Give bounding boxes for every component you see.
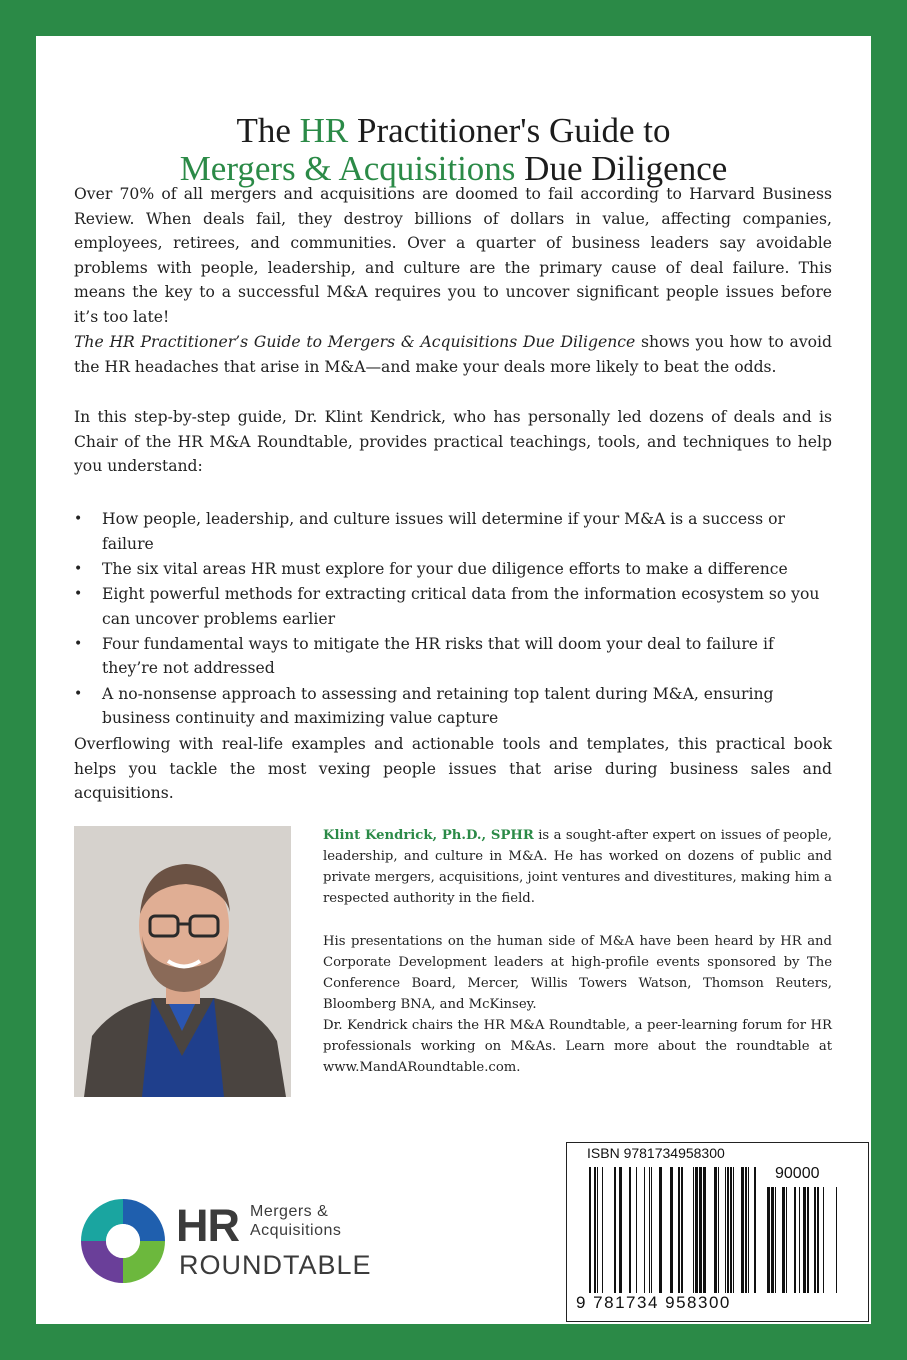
barcode-bar xyxy=(670,1167,673,1293)
barcode-bar xyxy=(775,1187,776,1293)
barcode-bar xyxy=(807,1187,809,1293)
bullet-icon: • xyxy=(74,511,83,527)
barcode-bar xyxy=(794,1187,796,1293)
barcode-bar xyxy=(614,1167,616,1293)
barcode-bar xyxy=(636,1167,637,1293)
barcode-bar xyxy=(767,1187,770,1293)
title-ma-words: Mergers & Acquisitions xyxy=(179,149,516,188)
logo-ring-icon xyxy=(78,1196,168,1286)
barcode-bar xyxy=(619,1167,622,1293)
bullet-icon: • xyxy=(74,560,83,577)
barcode-bar xyxy=(594,1167,596,1293)
isbn-barcode xyxy=(566,1142,869,1322)
author-bio-paragraph-2: His presentations on the human side of M&A have been heard by HR and Corporate Development leaders at high-profile events sponsored by The Conference Board, Mercer, Willis Towers Watson, Thomson Reuters, Bloomberg BNA, and McKinsey. xyxy=(323,934,832,1012)
barcode-bar xyxy=(727,1167,729,1293)
barcode-bar xyxy=(733,1167,734,1293)
bullet-icon: • xyxy=(74,685,83,702)
closing-paragraph: Overflowing with real-life examples and actionable tools and templates, this practical book helps you tackle the most vexing people issues that arise during business sales and acquisitions. xyxy=(74,735,832,802)
logo-ma-text: Mergers & Acquisitions xyxy=(250,1203,342,1239)
barcode-bar xyxy=(771,1187,774,1293)
barcode-bar xyxy=(754,1167,756,1293)
barcode-bar xyxy=(741,1167,744,1293)
guide-intro-paragraph: In this step-by-step guide, Dr. Klint Kendrick, who has personally led dozens of deals and is Chair of the HR M&A Roundtable, provides practical teachings, tools, and techniques to help you understand: xyxy=(74,408,832,475)
barcode-bar xyxy=(695,1167,698,1293)
barcode-bar xyxy=(814,1187,816,1293)
barcode-bar xyxy=(659,1167,662,1293)
benefits-list xyxy=(74,507,832,731)
barcode-bar xyxy=(745,1167,747,1293)
list-item: • Four fundamental ways to mitigate the HR risks that will doom your deal to failure if they’re not addressed xyxy=(74,632,832,681)
back-cover xyxy=(36,36,871,1324)
barcode-bar xyxy=(651,1167,652,1293)
barcode-addon-number: 90000 xyxy=(775,1165,820,1182)
title-hr-word: HR xyxy=(299,111,349,150)
logo-roundtable-text: ROUNDTABLE xyxy=(179,1250,372,1280)
list-item: • Eight powerful methods for extracting critical data from the information ecosystem so you can uncover problems earlier xyxy=(74,582,832,631)
barcode-bar xyxy=(693,1167,694,1293)
list-item: • How people, leadership, and culture issues will determine if your M&A is a success or failure xyxy=(74,507,832,556)
author-portrait-image xyxy=(74,826,291,1097)
barcode-bar xyxy=(725,1167,726,1293)
barcode-bar xyxy=(714,1167,717,1293)
author-photo xyxy=(74,826,291,1097)
book-title-italic: The HR Practitioner’s Guide to Mergers & Acquisitions Due Diligence xyxy=(74,333,636,351)
barcode-bar xyxy=(782,1187,785,1293)
author-name: Klint Kendrick, Ph.D., SPHR xyxy=(323,828,534,843)
author-bio-paragraph-3: Dr. Kendrick chairs the HR M&A Roundtable, a peer-learning forum for HR professionals working on M&As. Learn more about the roundtable at www.MandARoundtable.com. xyxy=(323,1018,832,1075)
title-line-1: The HR Practitioner's Guide to xyxy=(236,111,671,150)
barcode-bar xyxy=(703,1167,706,1293)
barcode-bar xyxy=(629,1167,631,1293)
barcode-bar xyxy=(748,1167,749,1293)
barcode-bar xyxy=(836,1187,837,1293)
author-bio-paragraph-1: Klint Kendrick, Ph.D., SPHR is a sought-after expert on issues of people, leadership, and culture in M&A. He has worked on dozens of public and private mergers, acquisitions, joint ventures and divestitures, making him a respected authority in the field. xyxy=(323,828,832,906)
barcode-bar xyxy=(718,1167,719,1293)
barcode-bar xyxy=(597,1167,598,1293)
bullet-icon: • xyxy=(74,635,83,652)
barcode-bar xyxy=(786,1187,787,1293)
barcode-bar xyxy=(817,1187,819,1293)
barcode-bar xyxy=(589,1167,591,1293)
isbn-label: ISBN 9781734958300 xyxy=(587,1145,725,1161)
barcode-bar xyxy=(602,1167,603,1293)
barcode-bar xyxy=(699,1167,702,1293)
book-summary-paragraph: The HR Practitioner’s Guide to Mergers & Acquisitions Due Diligence shows you how to avoid the HR headaches that arise in M&A—and make your deals more likely to beat the odds. xyxy=(74,333,832,376)
barcode-bar xyxy=(823,1187,824,1293)
barcode-bar xyxy=(644,1167,645,1293)
list-item: • A no-nonsense approach to assessing and retaining top talent during M&A, ensuring business continuity and maximizing value capture xyxy=(74,682,832,731)
barcode-bars-main xyxy=(589,1167,759,1293)
barcode-bar xyxy=(681,1167,683,1293)
barcode-bar xyxy=(649,1167,650,1293)
barcode-bars-addon xyxy=(767,1187,837,1293)
barcode-bar xyxy=(730,1167,732,1293)
intro-paragraph: Over 70% of all mergers and acquisitions are doomed to fail according to Harvard Business Review. When deals fail, they destroy billions of dollars in value, affecting companies, employees, retirees, and communities. Over a quarter of business leaders say avoidable problems with people, leadership, and culture are the primary cause of deal failure. This means the key to a successful M&A requires you to uncover significant people issues before it’s too late! xyxy=(74,185,832,326)
bullet-icon: • xyxy=(74,586,83,603)
roundtable-logo xyxy=(78,1196,378,1286)
list-item: • The six vital areas HR must explore for your due diligence efforts to make a difference xyxy=(74,557,832,582)
barcode-bar xyxy=(678,1167,680,1293)
barcode-bar xyxy=(803,1187,806,1293)
title-line-2: Mergers & Acquisitions Due Diligence xyxy=(179,149,728,188)
book-title xyxy=(36,112,871,188)
logo-hr-text: HR xyxy=(176,1200,239,1251)
barcode-bar xyxy=(799,1187,800,1293)
barcode-digits: 9 781734 958300 xyxy=(576,1293,731,1312)
